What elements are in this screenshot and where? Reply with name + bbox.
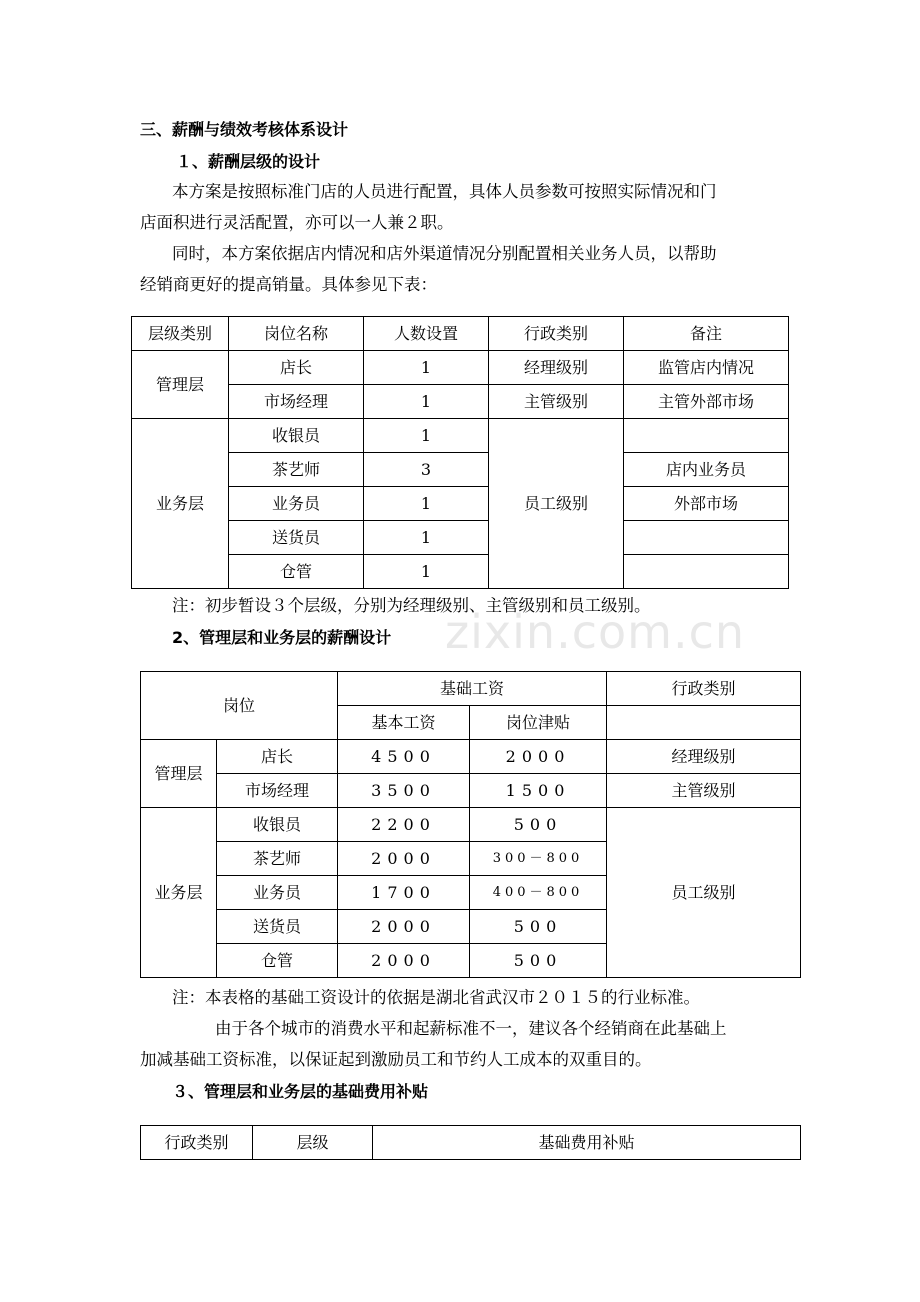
header-cell: 层级类别 xyxy=(132,317,229,351)
post-cell: 茶艺师 xyxy=(217,842,338,876)
note-cell xyxy=(624,419,789,453)
admin-cell: 主管级别 xyxy=(489,385,624,419)
allowance-cell: 500 xyxy=(470,910,607,944)
count-cell: 3 xyxy=(364,453,489,487)
note-cell: 主管外部市场 xyxy=(624,385,789,419)
header-allowance: 岗位津贴 xyxy=(470,706,607,740)
group-cell-management: 管理层 xyxy=(132,351,229,419)
basic-salary-cell: 2200 xyxy=(338,808,470,842)
header-admin: 行政类别 xyxy=(607,672,801,706)
post-cell: 送货员 xyxy=(229,521,364,555)
basic-salary-cell: 2000 xyxy=(338,910,470,944)
paragraph-1-line-2: 店面积进行灵活配置，亦可以一人兼２职。 xyxy=(140,213,454,232)
admin-cell: 主管级别 xyxy=(607,774,801,808)
note-1: 注：初步暂设３个层级，分别为经理级别、主管级别和员工级别。 xyxy=(172,596,651,615)
admin-cell: 经理级别 xyxy=(489,351,624,385)
note-cell: 店内业务员 xyxy=(624,453,789,487)
subsection-title-1: １、薪酬层级的设计 xyxy=(176,152,321,171)
note-cell: 外部市场 xyxy=(624,487,789,521)
post-cell: 收银员 xyxy=(229,419,364,453)
basic-salary-cell: 4500 xyxy=(338,740,470,774)
post-cell: 业务员 xyxy=(217,876,338,910)
group-cell-business: 业务层 xyxy=(141,808,217,978)
count-cell: 1 xyxy=(364,351,489,385)
count-cell: 1 xyxy=(364,521,489,555)
count-cell: 1 xyxy=(364,487,489,521)
allowance-cell: 1500 xyxy=(470,774,607,808)
admin-cell: 员工级别 xyxy=(607,808,801,978)
post-cell: 仓管 xyxy=(217,944,338,978)
subsection-title-2: 2、管理层和业务层的薪酬设计 xyxy=(172,628,392,647)
paragraph-2-line-2: 经销商更好的提高销量。具体参见下表： xyxy=(140,275,437,294)
note-2: 注：本表格的基础工资设计的依据是湖北省武汉市２０１５的行业标准。 xyxy=(172,988,700,1007)
note-cell xyxy=(624,555,789,589)
header-cell: 人数设置 xyxy=(364,317,489,351)
section-title: 三、薪酬与绩效考核体系设计 xyxy=(140,120,349,139)
header-cell: 基础费用补贴 xyxy=(373,1126,801,1160)
allowance-cell: 400－800 xyxy=(470,876,607,910)
paragraph-2-line-1: 同时，本方案依据店内情况和店外渠道情况分别配置相关业务人员，以帮助 xyxy=(172,244,717,263)
header-cell: 岗位名称 xyxy=(229,317,364,351)
post-cell: 店长 xyxy=(217,740,338,774)
header-cell: 行政类别 xyxy=(489,317,624,351)
paragraph-1-line-1: 本方案是按照标准门店的人员进行配置，具体人员参数可按照实际情况和门 xyxy=(172,182,717,201)
watermark: zixin.com.cn xyxy=(445,605,746,659)
admin-cell: 员工级别 xyxy=(489,419,624,589)
allowance-cell: 500 xyxy=(470,944,607,978)
header-basic-salary: 基本工资 xyxy=(338,706,470,740)
note-cell xyxy=(624,521,789,555)
allowance-cell: 500 xyxy=(470,808,607,842)
post-cell: 送货员 xyxy=(217,910,338,944)
header-cell: 备注 xyxy=(624,317,789,351)
group-cell-business: 业务层 xyxy=(132,419,229,589)
header-base-salary: 基础工资 xyxy=(338,672,607,706)
staffing-table xyxy=(131,316,789,589)
header-cell: 行政类别 xyxy=(141,1126,253,1160)
paragraph-3-line-2: 加减基础工资标准，以保证起到激励员工和节约人工成本的双重目的。 xyxy=(140,1050,652,1069)
subsection-title-3: ３、管理层和业务层的基础费用补贴 xyxy=(172,1082,429,1101)
post-cell: 茶艺师 xyxy=(229,453,364,487)
header-empty xyxy=(607,706,801,740)
basic-salary-cell: 1700 xyxy=(338,876,470,910)
post-cell: 仓管 xyxy=(229,555,364,589)
basic-salary-cell: 3500 xyxy=(338,774,470,808)
post-cell: 收银员 xyxy=(217,808,338,842)
header-cell: 层级 xyxy=(253,1126,373,1160)
basic-salary-cell: 2000 xyxy=(338,944,470,978)
count-cell: 1 xyxy=(364,385,489,419)
allowance-cell: 2000 xyxy=(470,740,607,774)
salary-table xyxy=(140,671,801,978)
post-cell: 市场经理 xyxy=(229,385,364,419)
post-cell: 业务员 xyxy=(229,487,364,521)
allowance-cell: 300－800 xyxy=(470,842,607,876)
note-cell: 监管店内情况 xyxy=(624,351,789,385)
header-post: 岗位 xyxy=(141,672,338,740)
count-cell: 1 xyxy=(364,555,489,589)
subsidy-table xyxy=(140,1125,801,1160)
count-cell: 1 xyxy=(364,419,489,453)
paragraph-3-line-1: 由于各个城市的消费水平和起薪标准不一，建议各个经销商在此基础上 xyxy=(215,1019,727,1038)
basic-salary-cell: 2000 xyxy=(338,842,470,876)
admin-cell: 经理级别 xyxy=(607,740,801,774)
post-cell: 市场经理 xyxy=(217,774,338,808)
group-cell-management: 管理层 xyxy=(141,740,217,808)
post-cell: 店长 xyxy=(229,351,364,385)
